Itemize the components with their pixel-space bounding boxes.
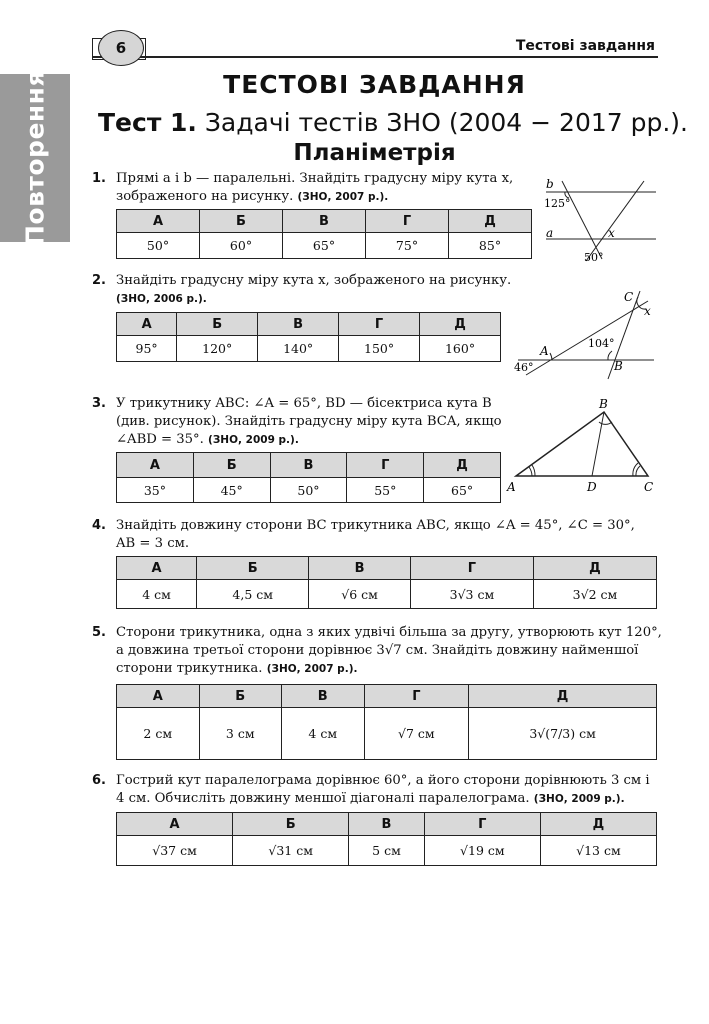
problem-text — [116, 272, 511, 308]
answer-letter: В — [349, 813, 425, 836]
problem-2 — [92, 272, 512, 308]
problem-text — [116, 517, 635, 553]
figure-label: 104° — [588, 337, 615, 350]
problem-text-line: Сторони трикутника, одна з яких удвічі більша за другу, утворюють кут 120°, — [116, 625, 662, 640]
answer-option[interactable]: 160° — [420, 336, 501, 362]
answer-letter: Б — [200, 210, 283, 233]
answer-letter: В — [258, 313, 339, 336]
answer-letter: Г — [364, 685, 469, 708]
answer-letter: Г — [366, 210, 449, 233]
answer-table-6 — [116, 812, 657, 866]
answer-option[interactable]: 45° — [193, 478, 270, 503]
answer-letter: Б — [199, 685, 282, 708]
answer-option[interactable]: √7 см — [364, 708, 469, 760]
figure-label: D — [587, 480, 597, 494]
figure-label: 46° — [514, 361, 534, 374]
transversal-2 — [586, 181, 644, 261]
problem-text-line: зображеного на рисунку. — [116, 189, 294, 204]
test-label: Тест 1. — [98, 108, 197, 137]
figure-label: C — [624, 290, 634, 304]
problem-number: 3. — [92, 396, 106, 411]
figure-label: b — [546, 177, 554, 191]
problem-5 — [92, 624, 662, 678]
figure-1-parallel-lines — [540, 175, 660, 267]
answer-option[interactable]: √31 см — [233, 836, 349, 866]
answer-table-5 — [116, 684, 657, 760]
answer-letter: В — [283, 210, 366, 233]
answer-letter: А — [117, 557, 197, 580]
answer-letter: В — [309, 557, 411, 580]
answer-letter: Д — [420, 313, 501, 336]
answer-option[interactable]: 4 см — [117, 580, 197, 609]
answer-letter: А — [117, 685, 200, 708]
problem-source: (ЗНО, 2009 р.). — [208, 434, 299, 446]
subject-title: Планіметрія — [293, 140, 456, 166]
answer-table-4 — [116, 556, 657, 609]
problem-text-line: Прямі a і b — паралельні. Знайдіть градусну міру кута x, — [116, 171, 514, 186]
problem-1 — [92, 170, 542, 204]
answer-option[interactable]: 3√(7/3) см — [469, 708, 657, 760]
running-title: Тестові завдання — [515, 38, 655, 54]
answer-letter: Д — [533, 557, 656, 580]
answer-option[interactable]: 50° — [117, 233, 200, 259]
answer-letter: Б — [177, 313, 258, 336]
problem-number: 1. — [92, 171, 106, 186]
line-ac — [526, 301, 648, 375]
problem-6 — [92, 772, 662, 808]
problem-source: (ЗНО, 2007 р.). — [266, 663, 358, 675]
answer-letter: А — [117, 453, 194, 478]
answer-letter: Г — [339, 313, 420, 336]
problem-text-line: AB = 3 см. — [116, 536, 190, 551]
problem-number: 5. — [92, 625, 106, 640]
problem-text-line: Знайдіть довжину сторони BC трикутника ABC, якщо ∠A = 45°, ∠C = 30°, — [116, 518, 635, 533]
answer-table-3 — [116, 452, 501, 503]
answer-letter: А — [117, 313, 177, 336]
problem-number: 2. — [92, 273, 106, 288]
answer-option[interactable]: 50° — [270, 478, 347, 503]
bisector-bd — [592, 412, 604, 476]
answer-option[interactable]: 120° — [177, 336, 258, 362]
header-rule — [92, 56, 658, 58]
figure-label: A — [507, 480, 516, 494]
answer-option[interactable]: 3√2 см — [533, 580, 656, 609]
answer-option[interactable]: 75° — [366, 233, 449, 259]
problem-text-line: сторони трикутника. — [116, 661, 263, 676]
problem-source: (ЗНО, 2007 р.). — [297, 191, 389, 203]
answer-letter: А — [117, 813, 233, 836]
triangle-abc — [516, 412, 648, 476]
answer-letter: Д — [469, 685, 657, 708]
answer-letter: Г — [424, 813, 540, 836]
figure-label: x — [608, 226, 615, 240]
answer-option[interactable]: 65° — [424, 478, 501, 503]
figure-label: A — [540, 344, 549, 358]
problem-text — [116, 772, 650, 808]
answer-option[interactable]: 2 см — [117, 708, 200, 760]
answer-option[interactable]: 4,5 см — [197, 580, 309, 609]
problem-4 — [92, 517, 662, 553]
figure-label: C — [644, 480, 654, 494]
answer-option[interactable]: 95° — [117, 336, 177, 362]
answer-letter: Г — [347, 453, 424, 478]
figure-label: B — [614, 359, 623, 373]
answer-option[interactable]: √13 см — [540, 836, 656, 866]
line-cb — [608, 291, 640, 379]
figure-2-angles — [508, 285, 660, 385]
answer-option[interactable]: 85° — [449, 233, 532, 259]
problem-number: 4. — [92, 518, 106, 533]
problem-text — [116, 624, 662, 678]
answer-option[interactable]: 65° — [283, 233, 366, 259]
figure-label: a — [546, 226, 554, 240]
answer-option[interactable]: 150° — [339, 336, 420, 362]
answer-letter: Д — [540, 813, 656, 836]
figure-3-triangle — [504, 396, 662, 496]
answer-option[interactable]: 4 см — [282, 708, 365, 760]
answer-option[interactable]: 35° — [117, 478, 194, 503]
answer-letter: В — [270, 453, 347, 478]
problem-text-line: Гострий кут паралелограма дорівнює 60°, а його сторони дорівнюють 3 см і — [116, 773, 650, 788]
test-title — [98, 108, 688, 137]
answer-option[interactable]: 55° — [347, 478, 424, 503]
problem-text-line: ∠ABD = 35°. — [116, 432, 204, 447]
figure-label: x — [644, 304, 651, 318]
answer-letter: В — [282, 685, 365, 708]
answer-table-2 — [116, 312, 501, 362]
answer-option[interactable]: √6 см — [309, 580, 411, 609]
answer-option[interactable]: √37 см — [117, 836, 233, 866]
answer-letter: Д — [449, 210, 532, 233]
test-title-text: Задачі тестів ЗНО (2004 − 2017 рр.). — [204, 108, 688, 137]
problem-text-line: а довжина третьої сторони дорівнює 3√7 см. Знайдіть довжину найменшої — [116, 643, 639, 658]
answer-letter: А — [117, 210, 200, 233]
page-number-text: 6 — [115, 39, 127, 57]
problem-text-line: У трикутнику ABC: ∠A = 65°, BD — бісектриса кута B — [116, 396, 492, 411]
answer-letter: Б — [197, 557, 309, 580]
problem-source: (ЗНО, 2006 р.). — [116, 293, 207, 305]
problem-number: 6. — [92, 773, 106, 788]
answer-letter: Б — [193, 453, 270, 478]
problem-text-line: 4 см. Обчисліть довжину меншої діагоналі паралелограма. — [116, 791, 530, 806]
problem-source: (ЗНО, 2009 р.). — [533, 793, 625, 805]
figure-label: 50° — [584, 251, 604, 264]
problem-3 — [92, 395, 512, 449]
answer-option[interactable]: 60° — [200, 233, 283, 259]
problem-text — [116, 170, 513, 206]
answer-letter: Д — [424, 453, 501, 478]
answer-letter: Г — [410, 557, 533, 580]
problem-text-line: Знайдіть градусну міру кута x, зображеного на рисунку. — [116, 273, 512, 288]
answer-option[interactable]: 140° — [258, 336, 339, 362]
answer-option[interactable]: √19 см — [424, 836, 540, 866]
problem-text — [116, 395, 502, 449]
section-title: ТЕСТОВІ ЗАВДАННЯ — [223, 70, 526, 99]
answer-table-1 — [116, 209, 532, 259]
answer-option[interactable]: 3√3 см — [410, 580, 533, 609]
side-tab-label: Повторення — [20, 69, 50, 247]
answer-option[interactable]: 3 см — [199, 708, 282, 760]
answer-option[interactable]: 5 см — [349, 836, 425, 866]
problem-text-line: (див. рисунок). Знайдіть градусну міру кута BCA, якщо — [116, 414, 502, 429]
figure-label: B — [599, 397, 608, 411]
answer-letter: Б — [233, 813, 349, 836]
figure-label: 125° — [544, 197, 571, 210]
page-number — [98, 30, 144, 66]
